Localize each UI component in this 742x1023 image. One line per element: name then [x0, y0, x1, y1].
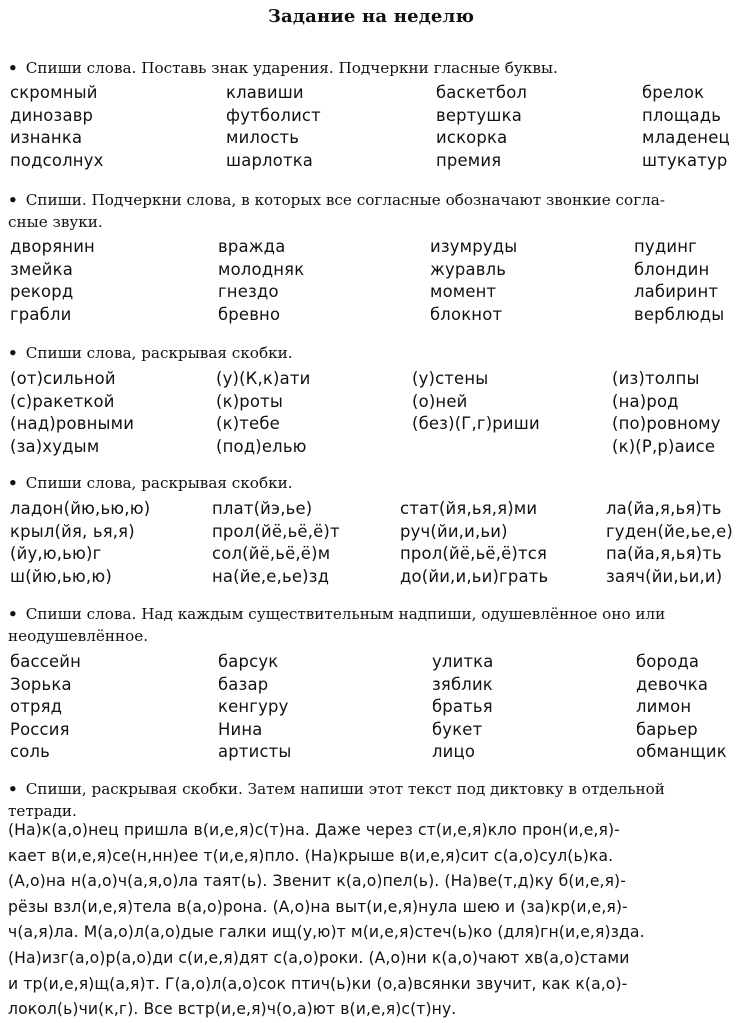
- word-cell: соль: [10, 742, 50, 762]
- instruction-line: сные звуки.: [8, 213, 103, 231]
- bullet: •: [8, 191, 18, 209]
- word-cell: брелок: [642, 83, 705, 102]
- word-cell: (к)тебе: [216, 414, 280, 434]
- word-cell: базар: [218, 674, 269, 694]
- word-cell: верблюды: [634, 304, 725, 324]
- word-row: [8, 150, 738, 173]
- word-cell: бревно: [218, 304, 281, 324]
- word-row: [8, 741, 738, 764]
- word-cell: гнездо: [218, 282, 279, 302]
- word-cell: обманщик: [636, 742, 727, 762]
- word-cell: грабли: [10, 304, 72, 324]
- word-row: [8, 236, 738, 259]
- bullet: •: [8, 344, 18, 362]
- instruction-line: тетради.: [8, 802, 77, 820]
- word-cell: изнанка: [10, 128, 83, 148]
- word-cell: динозавр: [10, 105, 94, 125]
- text-line: (На)изг(а,о)р(а,о)ди с(и,е,я)дят с(а,о)роки. (А,о)ни к(а,о)чают хв(а,о)стами: [8, 948, 630, 967]
- dictation-text: [8, 818, 738, 1023]
- word-row: [8, 304, 738, 327]
- text-line: ч(а,я)ла. М(а,о)л(а,о)дые галки ищ(у,ю)т м(и,е,я)стеч(ь)ко (для)гн(и,е,я)зда.: [8, 923, 645, 942]
- instruction-line: Спиши, раскрывая скобки. Затем напиши этот текст под диктовку в отдельной: [25, 780, 665, 798]
- word-cell: (по)ровному: [612, 414, 721, 434]
- text-line: рёзы взл(и,е,я)тела в(а,о)рона. (А,о)на выт(и,е,я)нула шею и (за)кр(и,е,я)-: [8, 897, 628, 916]
- word-cell: вражда: [218, 237, 286, 256]
- word-cell: змейка: [10, 259, 73, 279]
- instruction-text: Спиши слова. Поставь знак ударения. Подчеркни гласные буквы.: [25, 59, 558, 77]
- word-grid-1: [8, 82, 738, 172]
- word-cell: молодняк: [218, 259, 305, 279]
- word-cell: (на)род: [612, 391, 679, 411]
- word-cell: отряд: [10, 697, 63, 717]
- word-cell: сол(йё,ьё,ё)м: [212, 544, 331, 564]
- word-row: [8, 127, 738, 150]
- word-cell: па(йа,я,ья)ть: [606, 544, 722, 564]
- task-instruction-4: [8, 472, 736, 494]
- word-cell: братья: [432, 697, 493, 717]
- word-cell: лицо: [432, 742, 476, 762]
- word-row: [8, 521, 738, 544]
- word-cell: стат(йя,ья,я)ми: [400, 499, 538, 518]
- word-cell: Россия: [10, 719, 70, 739]
- word-grid-2: [8, 236, 738, 326]
- word-cell: журавль: [430, 259, 507, 279]
- page-title: Задание на неделю: [267, 6, 475, 27]
- word-cell: момент: [430, 282, 497, 302]
- word-cell: блокнот: [430, 304, 503, 324]
- word-cell: ла(йа,я,ья)ть: [606, 499, 722, 518]
- word-cell: милость: [226, 128, 300, 148]
- word-cell: Зорька: [10, 674, 72, 694]
- word-cell: девочка: [636, 674, 709, 694]
- word-row: [8, 281, 738, 304]
- instruction-line: неодушевлённое.: [8, 627, 149, 645]
- word-cell: блондин: [634, 259, 710, 279]
- word-row: [8, 368, 738, 391]
- word-cell: подсолнух: [10, 150, 104, 170]
- word-grid-3: [8, 368, 738, 458]
- instruction-text: Спиши слова, раскрывая скобки.: [25, 474, 293, 492]
- word-row: [8, 436, 738, 459]
- word-cell: (у)стены: [412, 369, 489, 388]
- word-cell: изумруды: [430, 237, 518, 256]
- word-cell: Нина: [218, 719, 263, 739]
- word-cell: рекорд: [10, 282, 74, 302]
- word-cell: дворянин: [10, 237, 95, 256]
- word-row: [8, 566, 738, 589]
- word-cell: кенгуру: [218, 697, 289, 717]
- word-cell: (у)(К,к)ати: [216, 369, 311, 388]
- word-cell: (с)ракеткой: [10, 391, 115, 411]
- word-cell: (к)(Р,р)аисе: [612, 436, 716, 456]
- word-cell: младенец: [642, 128, 730, 148]
- word-cell: заяч(йи,ьи,и): [606, 566, 723, 586]
- task-instruction-2: [8, 189, 736, 233]
- word-cell: клавиши: [226, 83, 304, 102]
- word-row: [8, 719, 738, 742]
- word-grid-5: [8, 651, 738, 764]
- word-cell: (под)елью: [216, 436, 307, 456]
- bullet: •: [8, 59, 18, 77]
- word-cell: бассейн: [10, 652, 82, 671]
- word-cell: зяблик: [432, 674, 493, 694]
- bullet: •: [8, 780, 18, 798]
- word-cell: (без)(Г,г)риши: [412, 414, 540, 434]
- word-row: [8, 498, 738, 521]
- task-instruction-1: [8, 57, 736, 79]
- task-instruction-5: [8, 603, 736, 647]
- word-cell: искорка: [436, 128, 508, 148]
- bullet: •: [8, 474, 18, 492]
- word-cell: плат(йэ,ье): [212, 499, 313, 518]
- word-cell: (от)сильной: [10, 369, 116, 388]
- word-cell: (над)ровными: [10, 414, 135, 434]
- word-cell: барьер: [636, 719, 698, 739]
- word-cell: площадь: [642, 105, 722, 125]
- word-row: [8, 696, 738, 719]
- word-cell: прол(йё,ьё,ё)тся: [400, 544, 548, 564]
- word-cell: скромный: [10, 83, 98, 102]
- word-cell: премия: [436, 150, 502, 170]
- word-row: [8, 413, 738, 436]
- word-row: [8, 543, 738, 566]
- word-cell: руч(йи,и,ьи): [400, 521, 508, 541]
- word-cell: (к)роты: [216, 391, 284, 411]
- word-cell: лабиринт: [634, 282, 719, 302]
- word-cell: баскетбол: [436, 83, 528, 102]
- word-cell: артисты: [218, 742, 292, 762]
- word-cell: штукатур: [642, 150, 728, 170]
- text-line: локол(ь)чи(к,г). Все встр(и,е,я)ч(о,а)ют в(и,е,я)с(т)ну.: [8, 1000, 457, 1019]
- word-cell: на(йе,е,ье)зд: [212, 566, 330, 586]
- word-cell: улитка: [432, 652, 494, 671]
- text-line: кает в(и,е,я)се(н,нн)ее т(и,е,я)пло. (На)крыше в(и,е,я)сит с(а,о)сул(ь)ка.: [8, 846, 614, 865]
- word-cell: ш(йю,ью,ю): [10, 566, 112, 586]
- word-cell: барсук: [218, 652, 279, 671]
- word-cell: (из)толпы: [612, 369, 700, 388]
- word-row: [8, 651, 738, 674]
- word-cell: лимон: [636, 697, 692, 717]
- word-cell: (йу,ю,ью)г: [10, 544, 102, 564]
- word-grid-4: [8, 498, 738, 588]
- instruction-line: Спиши. Подчеркни слова, в которых все согласные обозначают звонкие согла-: [25, 191, 665, 209]
- word-cell: (о)ней: [412, 391, 468, 411]
- bullet: •: [8, 605, 18, 623]
- word-row: [8, 105, 738, 128]
- word-cell: (за)худым: [10, 436, 100, 456]
- instruction-line: Спиши слова. Над каждым существительным надпиши, одушевлённое оно или: [25, 605, 666, 623]
- word-cell: пудинг: [634, 237, 697, 256]
- word-row: [8, 391, 738, 414]
- word-cell: борода: [636, 652, 700, 671]
- task-instruction-3: [8, 342, 736, 364]
- word-row: [8, 259, 738, 282]
- text-line: и тр(и,е,я)щ(а,я)т. Г(а,о)л(а,о)сок птич(ь)ки (о,а)всянки звучит, как к(а,о)-: [8, 974, 628, 993]
- word-cell: прол(йё,ьё,ё)т: [212, 521, 340, 541]
- word-cell: ладон(йю,ью,ю): [10, 499, 151, 518]
- instruction-text: Спиши слова, раскрывая скобки.: [25, 344, 293, 362]
- text-line: (А,о)на н(а,о)ч(а,я,о)ла таят(ь). Звенит к(а,о)пел(ь). (На)ве(т,д)ку б(и,е,я)-: [8, 872, 626, 891]
- word-row: [8, 82, 738, 105]
- word-cell: крыл(йя, ья,я): [10, 521, 135, 541]
- text-line: (На)к(а,о)нец пришла в(и,е,я)с(т)на. Даже через ст(и,е,я)кло прон(и,е,я)-: [8, 821, 620, 839]
- word-cell: до(йи,и,ьи)грать: [400, 566, 549, 586]
- word-cell: гуден(йе,ье,е): [606, 521, 734, 541]
- word-cell: шарлотка: [226, 150, 314, 170]
- word-row: [8, 674, 738, 697]
- word-cell: вертушка: [436, 105, 522, 125]
- word-cell: футболист: [226, 105, 321, 125]
- word-cell: букет: [432, 719, 483, 739]
- task-instruction-6: [8, 778, 736, 822]
